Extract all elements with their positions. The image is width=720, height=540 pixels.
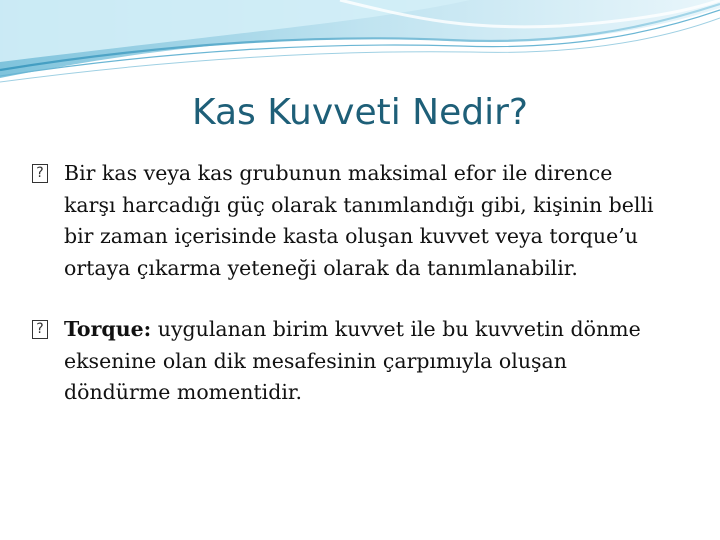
paragraph-torque-text: uygulanan birim kuvvet ile bu kuvvetin dönme eksenine olan dik mesafesinin çarpımıyla oluşan döndürme momentidir. [64, 317, 641, 404]
paragraph-torque [30, 314, 670, 409]
replacement-glyph-icon: ? [32, 320, 48, 339]
slide-body [30, 158, 670, 409]
paragraph-definition [30, 158, 670, 284]
torque-term: Torque: [64, 317, 152, 341]
replacement-glyph-icon: ? [32, 164, 48, 183]
header-wave-decoration [0, 0, 720, 90]
paragraph-definition-text: Bir kas veya kas grubunun maksimal efor ile dirence karşı harcadığı güç olarak tanımlandığı gibi, kişinin belli bir zaman içerisinde kasta oluşan kuvvet veya torque’u ortaya çıkarma yeteneği olarak da tanımlanabilir. [64, 161, 654, 280]
slide-title: Kas Kuvveti Nedir? [191, 92, 529, 133]
